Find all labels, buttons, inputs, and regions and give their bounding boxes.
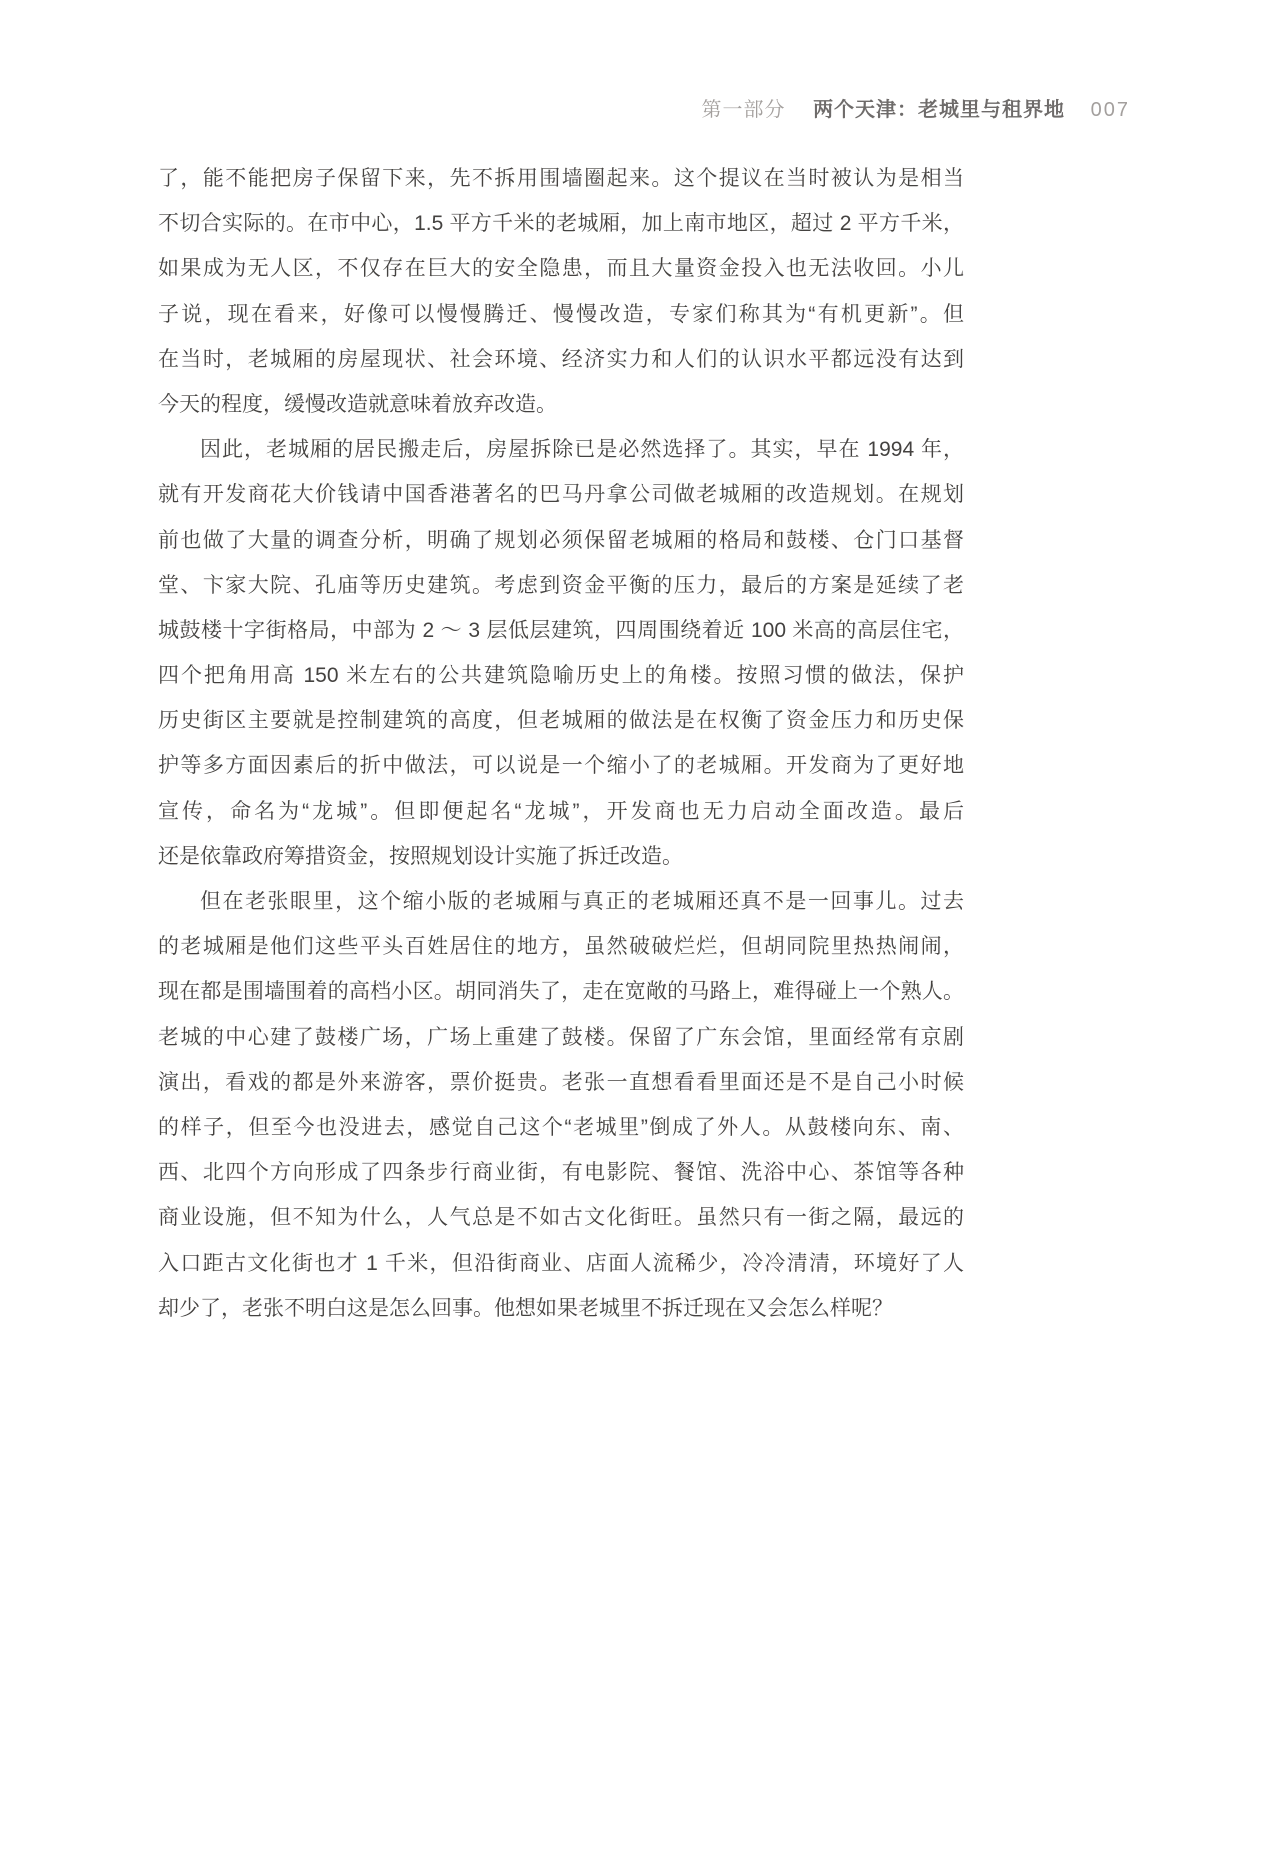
- text-line: 但在老张眼里，这个缩小版的老城厢与真正的老城厢还真不是一回事儿。过去: [200, 890, 964, 913]
- section-label: 第一部分: [701, 99, 786, 121]
- text-line: 却少了，老张不明白这是怎么回事。他想如果老城里不拆迁现在又会怎么样呢？: [158, 1296, 893, 1320]
- text-line: 的老城厢是他们这些平头百姓居住的地方，虽然破破烂烂，但胡同院里热热闹闹，: [158, 935, 964, 959]
- text-line: 堂、卞家大院、孔庙等历史建筑。考虑到资金平衡的压力，最后的方案是延续了老: [158, 573, 964, 597]
- text-line: 因此，老城厢的居民搬走后，房屋拆除已是必然选择了。其实，早在 1994 年，: [200, 438, 964, 462]
- text-line: 现在都是围墙围着的高档小区。胡同消失了，走在宽敞的马路上，难得碰上一个熟人。: [158, 980, 964, 1004]
- text-line: 宣传，命名为“龙城”。但即便起名“龙城”，开发商也无力启动全面改造。最后: [158, 799, 964, 823]
- page-header: [0, 93, 1130, 122]
- text-line: 护等多方面因素后的折中做法，可以说是一个缩小了的老城厢。开发商为了更好地: [158, 754, 964, 778]
- text-line: 了，能不能把房子保留下来，先不拆用围墙圈起来。这个提议在当时被认为是相当: [158, 167, 964, 190]
- text-line: 历史街区主要就是控制建筑的高度，但老城厢的做法是在权衡了资金压力和历史保: [158, 709, 964, 733]
- text-line: 还是依靠政府筹措资金，按照规划设计实施了拆迁改造。: [158, 844, 683, 868]
- text-line: 西、北四个方向形成了四条步行商业街，有电影院、餐馆、洗浴中心、茶馆等各种: [158, 1161, 964, 1185]
- text-line: 今天的程度，缓慢改造就意味着放弃改造。: [158, 392, 557, 416]
- text-line: 在当时，老城厢的房屋现状、社会环境、经济实力和人们的认识水平都远没有达到: [158, 347, 964, 371]
- text-line: 城鼓楼十字街格局，中部为 2 ～ 3 层低层建筑，四周围绕着近 100 米高的高层住宅，: [158, 618, 964, 642]
- chapter-title: 两个天津：老城里与租界地: [813, 99, 1066, 121]
- text-line: 老城的中心建了鼓楼广场，广场上重建了鼓楼。保留了广东会馆，里面经常有京剧: [158, 1025, 964, 1049]
- text-line: 就有开发商花大价钱请中国香港著名的巴马丹拿公司做老城厢的改造规划。在规划: [158, 483, 964, 507]
- text-line: 的样子，但至今也没进去，感觉自己这个“老城里”倒成了外人。从鼓楼向东、南、: [158, 1115, 964, 1139]
- text-line: 前也做了大量的调查分析，明确了规划必须保留老城厢的格局和鼓楼、仓门口基督: [158, 528, 964, 552]
- page-number: 007: [1090, 99, 1130, 121]
- text-line: 如果成为无人区，不仅存在巨大的安全隐患，而且大量资金投入也无法收回。小儿: [158, 257, 964, 281]
- text-line: 子说，现在看来，好像可以慢慢腾迁、慢慢改造，专家们称其为“有机更新”。但: [158, 302, 964, 326]
- body-text: [158, 156, 964, 1331]
- text-line: 商业设施，但不知为什么，人气总是不如古文化街旺。虽然只有一街之隔，最远的: [158, 1206, 964, 1230]
- text-line: 四个把角用高 150 米左右的公共建筑隐喻历史上的角楼。按照习惯的做法，保护: [158, 664, 964, 688]
- text-line: 不切合实际的。在市中心，1.5 平方千米的老城厢，加上南市地区，超过 2 平方千米，: [158, 212, 964, 236]
- text-line: 演出，看戏的都是外来游客，票价挺贵。老张一直想看看里面还是不是自己小时候: [158, 1070, 964, 1094]
- text-line: 入口距古文化街也才 1 千米，但沿街商业、店面人流稀少，冷冷清清，环境好了人: [158, 1251, 964, 1275]
